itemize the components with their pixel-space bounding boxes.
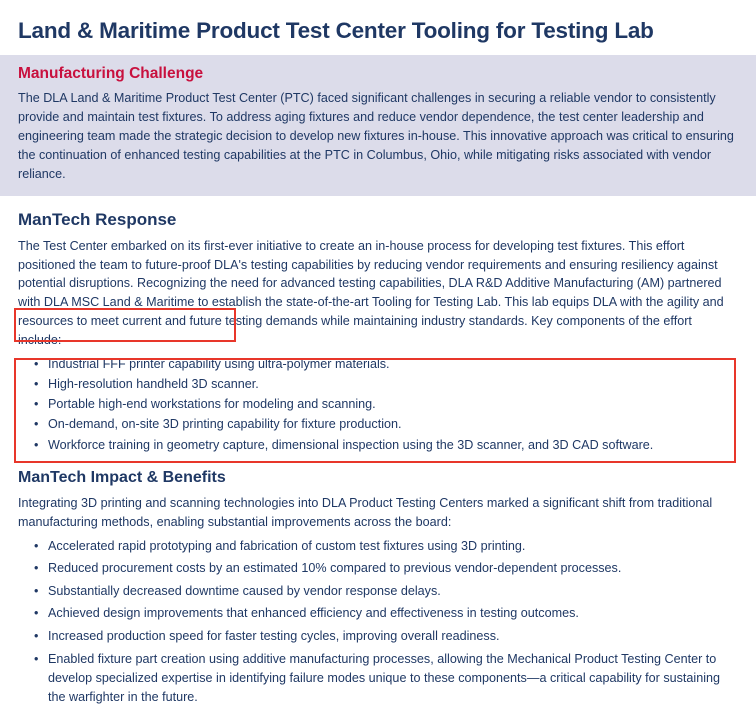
- mantech-impact-heading: ManTech Impact & Benefits: [18, 468, 226, 486]
- list-item: • Substantially decreased downtime caused by vendor response delays.: [34, 582, 738, 601]
- title-block: [0, 0, 756, 55]
- list-item: • Portable high-end workstations for modeling and scanning.: [34, 395, 738, 414]
- list-item: • Industrial FFF printer capability using ultra-polymer materials.: [34, 355, 738, 374]
- mantech-impact-section: [0, 469, 756, 707]
- mantech-response-bullet-list: [18, 355, 738, 455]
- manufacturing-challenge-heading: Manufacturing Challenge: [18, 65, 204, 83]
- list-item: • Accelerated rapid prototyping and fabrication of custom test fixtures using 3D printing.: [34, 537, 738, 556]
- list-item: • Enabled fixture part creation using additive manufacturing processes, allowing the Mechanical Product Testing Center to develop specialized expertise in identifying failure modes unique to these components—a critical capability for sustaining the warfighter in the future.: [34, 650, 738, 707]
- mantech-impact-paragraph: Integrating 3D printing and scanning technologies into DLA Product Testing Centers marked a significant shift from traditional manufacturing methods, enabling substantial improvements across the board:: [18, 495, 713, 529]
- list-item: • Achieved design improvements that enhanced efficiency and effectiveness in testing outcomes.: [34, 604, 738, 623]
- mantech-impact-bullet-list: [18, 537, 738, 708]
- mantech-response-section: [0, 210, 756, 455]
- list-item: • High-resolution handheld 3D scanner.: [34, 375, 738, 394]
- mantech-response-heading: ManTech Response: [18, 209, 177, 229]
- page-title: Land & Maritime Product Test Center Tooling for Testing Lab: [18, 18, 654, 43]
- list-item: • Increased production speed for faster testing cycles, improving overall readiness.: [34, 627, 738, 646]
- list-item: • Workforce training in geometry capture, dimensional inspection using the 3D scanner, and 3D CAD software.: [34, 436, 738, 455]
- manufacturing-challenge-paragraph: The DLA Land & Maritime Product Test Center (PTC) faced significant challenges in securing a reliable vendor to consistently provide and maintain test fixtures. To address aging fixtures and reduce vendor dependence, the test center leadership and engineering team made the strategic decision to develop new fixtures in-house. This innovative approach was critical to ensuring the continuation of enhanced testing capabilities at the PTC in Columbus, Ohio, while mitigating risks associated with vendor reliance.: [18, 91, 734, 181]
- list-item: • On-demand, on-site 3D printing capability for fixture production.: [34, 415, 738, 434]
- mantech-response-paragraph: The Test Center embarked on its first-ever initiative to create an in-house process for developing test fixtures. This effort positioned the team to future-proof DLA's testing capabilities by reducing vendor requirements and ensuring resiliency against potential disruptions. Recognizing the need for advanced testing capabilities, DLA R&D Additive Manufacturing (AM) partnered with DLA MSC Land & Maritime to establish the state-of-the-art Tooling for Testing Lab. This lab equips DLA with the agility and resources to meet current and future testing demands while maintaining industry standards. Key components of the effort include:: [18, 238, 724, 348]
- manufacturing-challenge-section: [0, 55, 756, 195]
- list-item: • Reduced procurement costs by an estimated 10% compared to previous vendor-dependent processes.: [34, 559, 738, 578]
